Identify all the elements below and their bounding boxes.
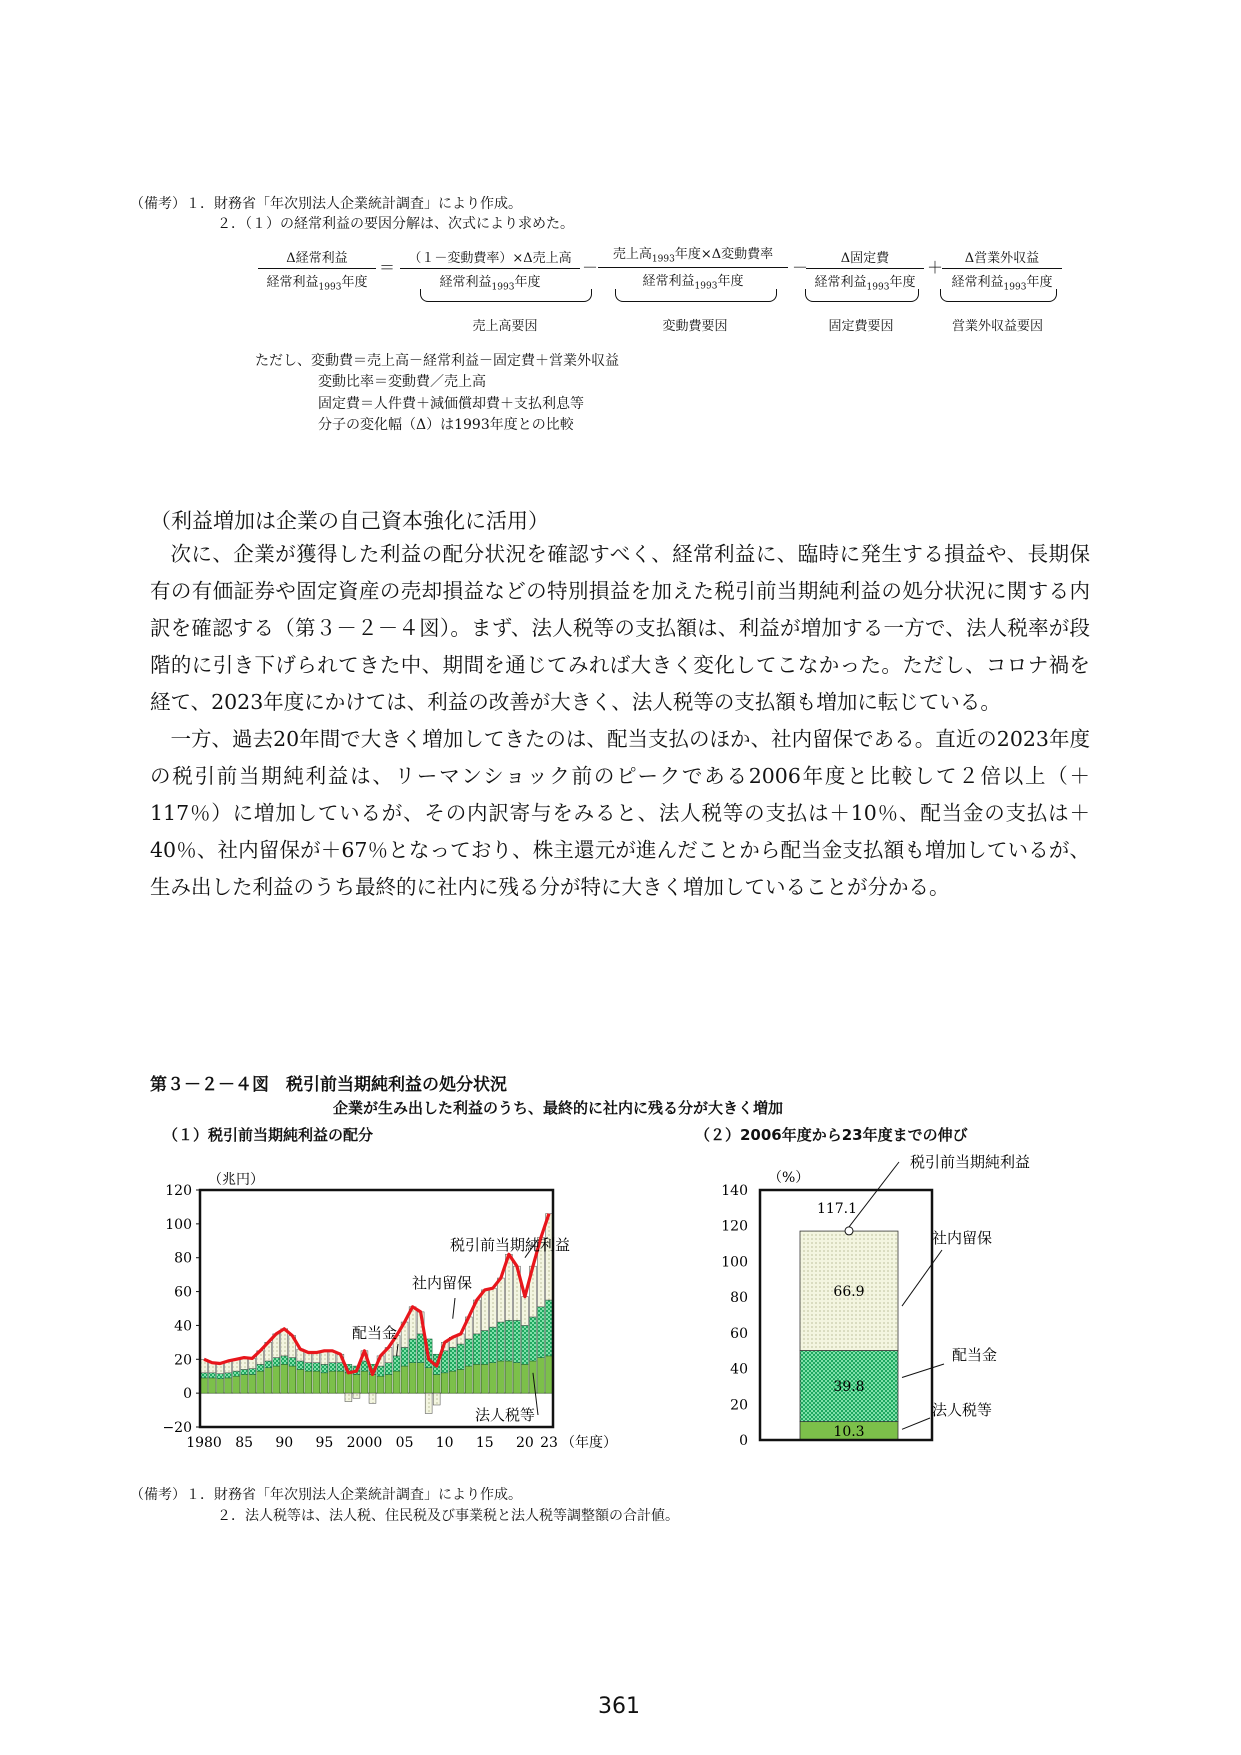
bar-tax — [546, 1356, 553, 1393]
bar-tax — [441, 1373, 448, 1393]
bar-tax — [377, 1376, 384, 1393]
bar-dividend — [217, 1374, 224, 1379]
bar-tax — [353, 1375, 360, 1394]
bar-tax — [538, 1358, 545, 1394]
bar-dividend — [209, 1373, 216, 1378]
bar-tax — [417, 1363, 424, 1393]
paragraph-2: 一方、過去20年間で大きく増加してきたのは、配当支払のほか、社内留保である。直近の2023年度の税引前当期純利益は、リーマンショック前のピークである2006年度と比較して２倍以上（＋117％）に増加しているが、その内訳寄与をみると、法人税等の支払は＋10％、配当金の支払は＋40％、社内留保が＋67％となっており、株主還元が進んだことから配当金支払額も増加しているが、生み出した利益のうち最終的に社内に残る分が特に大きく増加していることが分かる。 — [150, 727, 1090, 899]
x-tick-label: 2000 — [346, 1435, 383, 1451]
bar-dividend — [497, 1322, 504, 1361]
bar-dividend — [321, 1364, 328, 1372]
annotation-arrow — [902, 1418, 930, 1429]
bar-tax — [241, 1375, 248, 1394]
panel1-title: （１）税引前当期純利益の配分 — [163, 1126, 374, 1144]
brace-1 — [420, 289, 592, 302]
y-axis-unit: （兆円） — [208, 1172, 264, 1188]
section-heading: （利益増加は企業の自己資本強化に活用） — [150, 509, 549, 533]
bar-retained — [481, 1290, 488, 1331]
bar-dividend — [401, 1347, 408, 1366]
bar-tax — [257, 1371, 264, 1393]
bar-dividend — [305, 1363, 312, 1371]
annotation-retained: 社内留保 — [932, 1229, 993, 1247]
bar-tax — [305, 1371, 312, 1393]
y-tick-label: 120 — [721, 1218, 748, 1235]
label-nonop-factor: 営業外収益要因 — [951, 319, 1043, 334]
annotation-arrow — [902, 1250, 942, 1306]
x-tick-label: 20 — [516, 1435, 534, 1451]
annotation-dividend: 配当金 — [952, 1346, 998, 1364]
bar-retained — [489, 1288, 496, 1327]
bar-dividend — [513, 1320, 520, 1362]
note-item2: ２．（１）の経常利益の要因分解は、次式により求めた。 — [217, 216, 574, 232]
y-tick-label: −20 — [162, 1420, 192, 1436]
annotation-pretax-profit: 税引前当期純利益 — [910, 1153, 1031, 1171]
figure-title: 第３－２－４図 税引前当期純利益の処分状況 — [150, 1075, 507, 1095]
annotation-tax: 法人税等 — [475, 1406, 536, 1424]
bar-tax — [297, 1369, 304, 1393]
data-label: 10.3 — [833, 1423, 865, 1440]
y-axis-unit: （%） — [768, 1170, 810, 1186]
total-marker — [845, 1227, 853, 1235]
label-sales-factor: 売上高要因 — [472, 319, 538, 334]
paragraph-1: 次に、企業が獲得した利益の配分状況を確認すべく、経常利益に、臨時に発生する損益や、長期保有の有価証券や固定資産の売却損益などの特別損益を加えた税引前当期純利益の処分状況に関する内訳を確認する（第３－２－４図）。まず、法人税等の支払額は、利益が増加する一方で、法人税率が段階的に引き下げられてきた中、期間を通じてみれば大きく変化してこなかった。ただし、コロナ禍を経て、2023年度にかけては、利益の改善が大きく、法人税等の支払額も増加に転じている。 — [150, 542, 1090, 714]
formula-term4: Δ営業外収益 経常利益$_{1993}$年度 — [942, 247, 1062, 293]
annotation-retained: 社内留保 — [412, 1274, 473, 1292]
bar-tax — [409, 1363, 416, 1393]
bar-tax — [457, 1369, 464, 1393]
bar-dividend — [393, 1356, 400, 1371]
bar-dividend — [465, 1339, 472, 1366]
bar-tax — [369, 1375, 376, 1394]
brace-2 — [615, 289, 777, 302]
bar-dividend — [257, 1364, 264, 1371]
figure-subtitle: 企業が生み出した利益のうち、最終的に社内に残る分が大きく増加 — [333, 1099, 784, 1117]
x-tick-label: 10 — [435, 1435, 454, 1451]
bar-dividend — [289, 1358, 296, 1366]
data-label: 66.9 — [833, 1283, 865, 1300]
bar-tax — [465, 1366, 472, 1393]
bar-dividend — [233, 1371, 240, 1376]
bar-retained — [353, 1393, 360, 1398]
x-tick-label: 05 — [395, 1435, 414, 1451]
y-tick-label: 100 — [721, 1254, 748, 1271]
bar-tax — [529, 1361, 536, 1393]
bar-dividend — [529, 1317, 536, 1361]
bar-dividend — [201, 1373, 208, 1378]
bar-dividend — [417, 1334, 424, 1363]
bar-retained — [345, 1393, 352, 1401]
bottom-note-2: ２．法人税等は、法人税、住民税及び事業税と法人税等調整額の合計値。 — [217, 1508, 679, 1524]
bar-tax — [321, 1373, 328, 1393]
bar-tax — [233, 1376, 240, 1393]
bar-tax — [345, 1373, 352, 1393]
formula-lhs: Δ経常利益 経常利益$_{1993}$年度 — [258, 247, 376, 293]
bar-tax — [513, 1363, 520, 1393]
bar-tax — [329, 1371, 336, 1393]
y-tick-label: 120 — [165, 1183, 192, 1199]
bar-tax — [393, 1371, 400, 1393]
bar-tax — [401, 1366, 408, 1393]
panel2-title: （２）2006年度から23年度までの伸び — [695, 1126, 968, 1144]
data-label: 39.8 — [833, 1379, 865, 1396]
bar-tax — [425, 1368, 432, 1393]
y-tick-label: 0 — [739, 1433, 748, 1449]
annotation-arrow — [849, 1162, 899, 1227]
formula: Δ経常利益 経常利益$_{1993}$年度 ＝ （１－変動費率）×Δ売上高 経常利益$_{1993}$年度 － 売上高$_{1993}$年度×Δ変動費率 経常利益$_{1993}$年度 － Δ固定費 経常利益$_{1993}$年度 ＋ Δ営業外収益 経常利益$_{1993}$年度 売上高要因 変動費要因 固定費要因 営業外収益要因 — [0, 0, 1241, 340]
formula-term2: 売上高$_{1993}$年度×Δ変動費率 経常利益$_{1993}$年度 — [598, 243, 788, 291]
bar-dividend — [489, 1327, 496, 1363]
bar-tax — [481, 1364, 488, 1393]
bar-tax — [289, 1366, 296, 1393]
x-tick-label: 95 — [315, 1435, 334, 1451]
definition-1: ただし、変動費＝売上高－経常利益－固定費＋営業外収益 — [255, 353, 619, 369]
bar-tax — [489, 1363, 496, 1393]
total-label: 117.1 — [816, 1200, 858, 1217]
y-tick-label: 80 — [730, 1290, 748, 1307]
bar-tax — [505, 1361, 512, 1393]
bar-dividend — [281, 1356, 288, 1364]
bar-tax — [497, 1361, 504, 1393]
brace-4 — [940, 289, 1057, 302]
annotation-dividend: 配当金 — [352, 1324, 398, 1342]
bar-dividend — [225, 1373, 232, 1378]
y-tick-label: 140 — [721, 1183, 748, 1199]
y-tick-label: 40 — [174, 1318, 192, 1335]
bar-dividend — [241, 1369, 248, 1374]
y-tick-label: 20 — [730, 1397, 748, 1414]
definition-3: 固定費＝人件費＋減価償却費＋支払利息等 — [318, 396, 584, 412]
bar-retained — [433, 1393, 440, 1405]
bar-dividend — [265, 1361, 272, 1368]
x-tick-label: 1980 — [186, 1435, 222, 1451]
bar-tax — [385, 1375, 392, 1394]
bar-dividend — [313, 1363, 320, 1371]
y-tick-label: 40 — [730, 1361, 748, 1378]
bar-dividend — [457, 1344, 464, 1369]
bar-tax — [473, 1364, 480, 1393]
bar-tax — [209, 1378, 216, 1393]
bar-tax — [225, 1378, 232, 1393]
bar-dividend — [385, 1363, 392, 1375]
bar-tax — [273, 1366, 280, 1393]
bottom-note-1: （備考）１．財務省「年次別法人企業統計調査」により作成。 — [130, 1487, 522, 1503]
bar-retained — [497, 1278, 504, 1322]
bar-dividend — [473, 1334, 480, 1364]
bar-dividend — [249, 1369, 256, 1375]
bar-retained — [425, 1393, 432, 1413]
definition-4: 分子の変化幅（Δ）は1993年度との比較 — [318, 417, 574, 433]
bar-tax — [521, 1364, 528, 1393]
bar-dividend — [538, 1307, 545, 1358]
chart-profit-allocation — [160, 1150, 740, 1470]
formula-term3: Δ固定費 経常利益$_{1993}$年度 — [806, 247, 924, 293]
annotation-arrow — [902, 1364, 944, 1378]
bar-dividend — [505, 1320, 512, 1361]
x-tick-label: 90 — [275, 1435, 294, 1451]
y-tick-label: 20 — [174, 1352, 192, 1369]
bar-tax — [249, 1375, 256, 1394]
bar-dividend — [297, 1361, 304, 1369]
bar-tax — [313, 1371, 320, 1393]
bar-retained — [369, 1393, 376, 1403]
chart-growth-2006-2023 — [695, 1150, 1075, 1470]
bar-dividend — [481, 1331, 488, 1365]
bar-retained — [521, 1297, 528, 1326]
bar-dividend — [273, 1358, 280, 1366]
bar-dividend — [329, 1363, 336, 1371]
y-tick-label: 60 — [730, 1325, 748, 1342]
bar-retained — [546, 1214, 553, 1300]
brace-3 — [805, 289, 919, 302]
body-text — [150, 536, 1090, 906]
bar-tax — [265, 1368, 272, 1393]
annotation-pretax-profit: 税引前当期純利益 — [450, 1236, 571, 1254]
bar-dividend — [546, 1300, 553, 1356]
bar-tax — [449, 1371, 456, 1393]
label-fixed-cost-factor: 固定費要因 — [828, 319, 894, 334]
bar-tax — [433, 1375, 440, 1394]
bar-tax — [281, 1364, 288, 1393]
definition-2: 変動比率＝変動費／売上高 — [318, 374, 486, 390]
y-tick-label: 0 — [183, 1386, 192, 1403]
bar-tax — [201, 1378, 208, 1393]
bar-tax — [361, 1371, 368, 1393]
x-tick-label: 15 — [475, 1435, 494, 1451]
x-tick-label: 23 — [540, 1435, 558, 1451]
annotation-tax: 法人税等 — [932, 1401, 993, 1419]
y-tick-label: 60 — [174, 1284, 192, 1301]
bar-dividend — [449, 1347, 456, 1371]
x-axis-unit: （年度） — [561, 1435, 617, 1451]
bar-dividend — [409, 1339, 416, 1363]
annotation-arrow — [453, 1298, 455, 1319]
y-tick-label: 100 — [165, 1216, 192, 1233]
note-lead: （備考）１．財務省「年次別法人企業統計調査」により作成。 — [130, 196, 522, 212]
label-variable-cost-factor: 変動費要因 — [662, 319, 728, 334]
bar-tax — [217, 1379, 224, 1393]
x-tick-label: 85 — [235, 1435, 254, 1451]
bar-tax — [337, 1371, 344, 1393]
y-tick-label: 80 — [174, 1250, 192, 1267]
bar-dividend — [377, 1366, 384, 1376]
bar-dividend — [521, 1325, 528, 1364]
bar-dividend — [337, 1363, 344, 1371]
formula-term1: （１－変動費率）×Δ売上高 経常利益$_{1993}$年度 — [400, 247, 580, 293]
page-number: 361 — [598, 1694, 640, 1719]
